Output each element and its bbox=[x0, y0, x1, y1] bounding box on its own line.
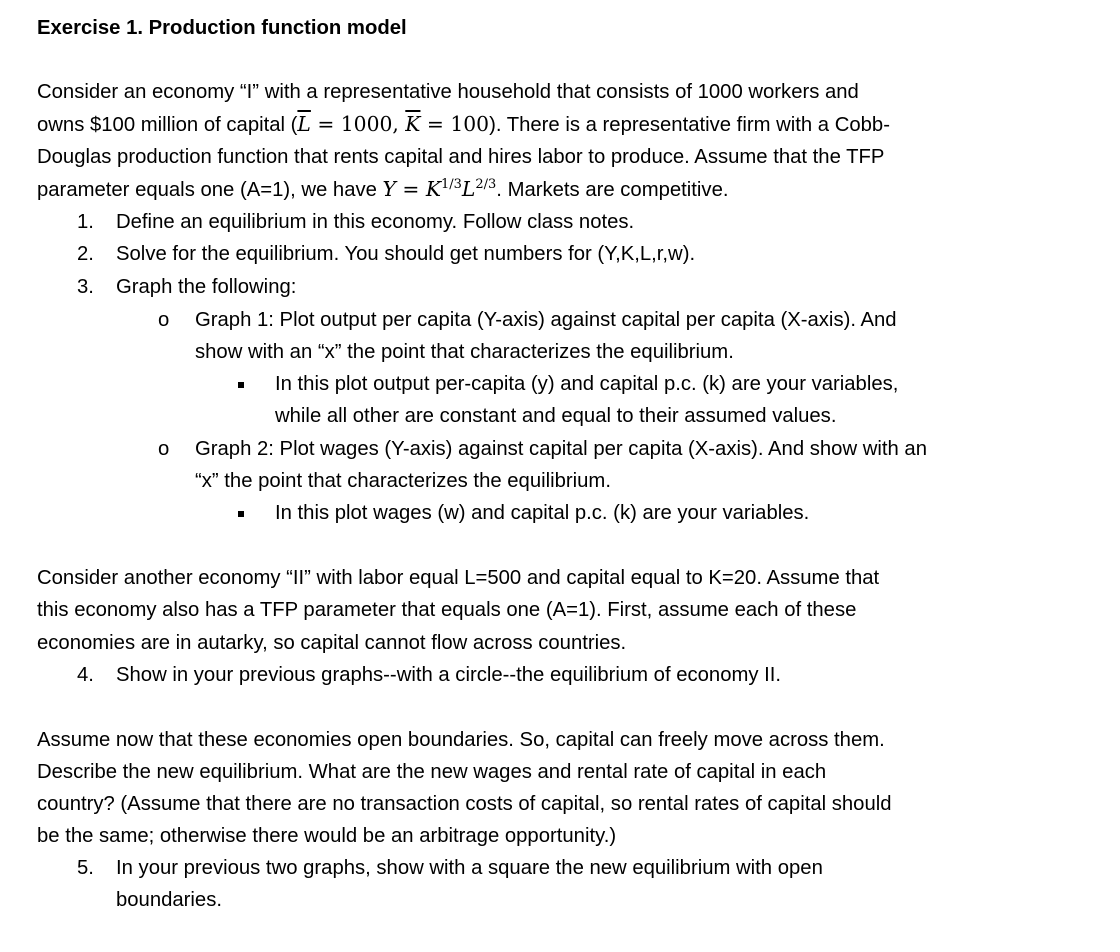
math: L bbox=[461, 177, 476, 201]
list-number: 5. bbox=[77, 857, 94, 879]
text: ). There is a representative firm with a Cobb- bbox=[489, 114, 890, 136]
sub-item: show with an “x” the point that characterizes the equilibrium. bbox=[195, 341, 734, 363]
math: = 100 bbox=[420, 112, 490, 136]
bullet-circle-icon: o bbox=[158, 438, 170, 460]
bullet-square-icon bbox=[238, 501, 244, 525]
paragraph-line bbox=[37, 112, 890, 137]
list-item: Show in your previous graphs--with a circle--the equilibrium of economy II. bbox=[116, 664, 782, 686]
paragraph-line: Consider an economy “I” with a representative household that consists of 1000 workers and bbox=[37, 81, 859, 103]
sub-sub-item: In this plot wages (w) and capital p.c. (k) are your variables. bbox=[275, 502, 810, 524]
sub-item: Graph 1: Plot output per capita (Y-axis) against capital per capita (X-axis). And bbox=[195, 309, 897, 331]
list-number: 3. bbox=[77, 276, 94, 298]
math: Y bbox=[382, 177, 396, 201]
paragraph-line: Describe the new equilibrium. What are the new wages and rental rate of capital in each bbox=[37, 761, 827, 783]
math: K bbox=[425, 177, 441, 201]
list-item: Graph the following: bbox=[116, 276, 297, 298]
paragraph-line: this economy also has a TFP parameter that equals one (A=1). First, assume each of these bbox=[37, 599, 857, 621]
text: owns $100 million of capital ( bbox=[37, 114, 298, 136]
text: . Markets are competitive. bbox=[496, 179, 729, 201]
bullet-circle-icon: o bbox=[158, 309, 170, 331]
paragraph-line: country? (Assume that there are no transaction costs of capital, so rental rates of capital should bbox=[37, 793, 892, 815]
paragraph-line: be the same; otherwise there would be an arbitrage opportunity.) bbox=[37, 825, 617, 847]
exercise-title: Exercise 1. Production function model bbox=[37, 17, 407, 39]
paragraph-line: Assume now that these economies open boundaries. So, capital can freely move across them. bbox=[37, 729, 885, 751]
math-exponent: 2/3 bbox=[475, 177, 497, 193]
list-item: Define an equilibrium in this economy. Follow class notes. bbox=[116, 211, 635, 233]
paragraph-line bbox=[37, 177, 728, 202]
bullet-square-icon bbox=[238, 372, 244, 396]
paragraph-line: Consider another economy “II” with labor equal L=500 and capital equal to K=20. Assume that bbox=[37, 567, 880, 589]
list-number: 2. bbox=[77, 243, 94, 265]
math-exponent: 1/3 bbox=[440, 177, 462, 193]
sub-item: Graph 2: Plot wages (Y-axis) against capital per capita (X-axis). And show with an bbox=[195, 438, 927, 460]
list-number: 1. bbox=[77, 211, 94, 233]
text: parameter equals one (A=1), we have bbox=[37, 179, 383, 201]
list-number: 4. bbox=[77, 664, 94, 686]
sub-sub-item: In this plot output per-capita (y) and capital p.c. (k) are your variables, bbox=[275, 373, 899, 395]
paragraph-line: Douglas production function that rents capital and hires labor to produce. Assume that the TFP bbox=[37, 146, 885, 168]
math-K-bar: $\overline{K}$ bbox=[405, 112, 421, 136]
sub-item: “x” the point that characterizes the equilibrium. bbox=[195, 470, 611, 492]
math: = 1000, bbox=[310, 112, 406, 136]
math: = bbox=[395, 177, 426, 201]
list-item: boundaries. bbox=[116, 889, 222, 911]
math-L-bar: $\overline{L}$ bbox=[297, 112, 311, 136]
list-item: In your previous two graphs, show with a square the new equilibrium with open bbox=[116, 857, 823, 879]
paragraph-line: economies are in autarky, so capital cannot flow across countries. bbox=[37, 632, 627, 654]
sub-sub-item: while all other are constant and equal to their assumed values. bbox=[275, 405, 837, 427]
list-item: Solve for the equilibrium. You should get numbers for (Y,K,L,r,w). bbox=[116, 243, 696, 265]
